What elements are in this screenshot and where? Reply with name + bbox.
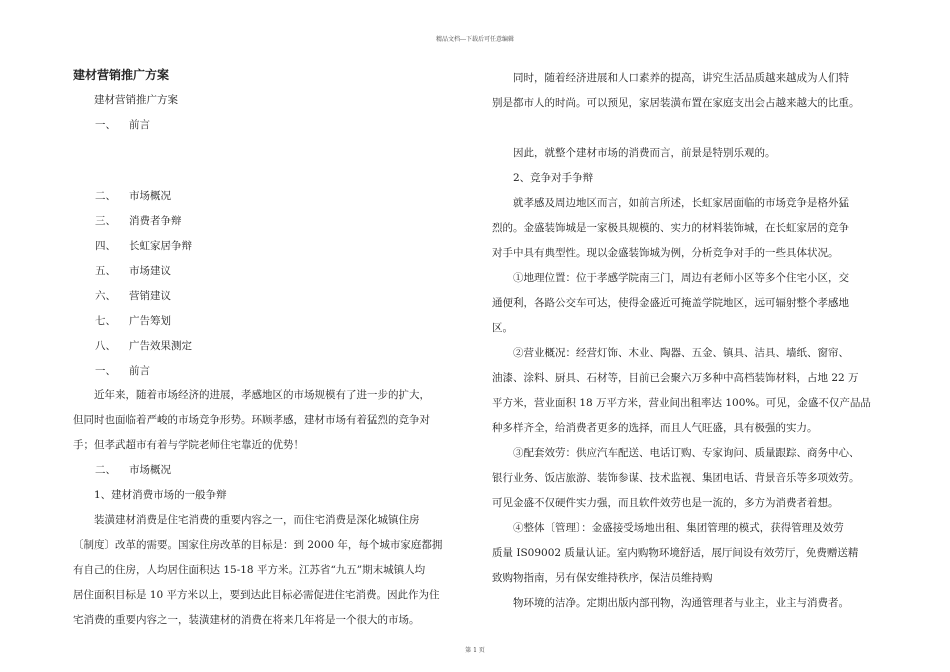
right-column (492, 66, 880, 616)
paragraph-line: 质量 IS09002 质量认证。室内购物环境舒适，展厅间设有效劳厅，免费赠送精 (492, 547, 859, 559)
paragraph-line: ④整体〔管理〕：金盛接受场地出租、集团管理的模式，获得管理及效劳 (513, 522, 844, 534)
section-number: 二、 (95, 464, 116, 476)
paragraph-line: 宅消费的重要内容之一，装潢建材的消费在将来几年将是一个很大的市场。 (73, 614, 420, 626)
toc-number: 八、 (95, 340, 116, 352)
section-label: 市场概况 (129, 464, 171, 476)
paragraph-line: 烈的。金盛装饰城是一家极具规模的、实力的材料装饰城，在长虹家居的竞争 (492, 222, 849, 234)
paragraph-line: 可见金盛不仅硬件实力强，而且软件效劳也是一流的，多方为消费者着想。 (492, 497, 839, 509)
page-footer: 第 1 页 (465, 647, 485, 654)
subsection-heading: 1、建材消费市场的一般争辩 (94, 489, 227, 501)
toc-item (73, 334, 468, 359)
paragraph-line: ②营业概况：经营灯饰、木业、陶器、五金、镇具、洁具、墙纸、窗帘、 (513, 347, 849, 359)
blank-gap (73, 138, 468, 184)
toc-label: 消费者争辩 (129, 215, 182, 227)
toc-item (73, 234, 468, 259)
blank-gap (492, 116, 880, 141)
paragraph-line: 银行业务、饭店旅游、装饰参谋、技术监视、集团电话、背景音乐等多项效劳。 (492, 472, 860, 484)
paragraph-line: 〔制度〕改革的需要。国家住房改革的目标是：到 2000 年，每个城市家庭都拥 (73, 539, 443, 551)
toc-label: 广告效果测定 (129, 340, 192, 352)
left-column (73, 66, 468, 633)
toc-label: 营销建议 (129, 290, 171, 302)
toc-number: 七、 (95, 315, 116, 327)
paragraph-line: 但同时也面临着严峻的市场竞争形势。环顾孝感，建材市场有着猛烈的竞争对 (73, 414, 430, 426)
page-header: 精品文档---下载后可任意编辑 (435, 36, 515, 43)
toc-item (73, 284, 468, 309)
paragraph-line: 物环境的洁净。定期出版内部刊物，沟通管理者与业主，业主与消费者。 (513, 597, 849, 609)
paragraph-line: 别是都市人的时尚。可以预见，家居装潢布置在家庭支出会占越来越大的比重。 (492, 97, 860, 109)
paragraph-line: 居住面积目标是 10 平方米以上，要到达此目标必需促进住宅消费。因此作为住 (73, 589, 440, 601)
toc-item (73, 259, 468, 284)
paragraph-line: 种多样齐全，给消费者更多的选择，而且人气旺盛，具有极强的实力。 (492, 422, 818, 434)
toc-label: 市场建议 (129, 265, 171, 277)
paragraph-line: 装潢建材消费是住宅消费的重要内容之一，而住宅消费是深化城镇住房 (94, 514, 420, 526)
paragraph-line: ③配套效劳：供应汽车配送、电话订购、专家询问、质量跟踪、商务中心、 (513, 447, 860, 459)
toc-number: 四、 (95, 240, 116, 252)
toc-label: 前言 (129, 119, 150, 131)
subtitle: 建材营销推广方案 (94, 94, 178, 106)
paragraph-line: 同时，随着经济进展和人口素养的提高，讲究生活品质越来越成为人们特 (513, 72, 849, 84)
toc-number: 五、 (95, 265, 116, 277)
paragraph-line: ①地理位置：位于孝感学院南三门，周边有老师小区等多个住宅小区，交 (513, 272, 849, 284)
section-number: 一、 (95, 365, 116, 377)
paragraph-line: 就孝感及周边地区而言，如前言所述，长虹家居面临的市场竞争是格外猛 (513, 197, 849, 209)
paragraph-line: 对手中具有典型性。现以金盛装饰城为例，分析竞争对手的一些具体状况。 (492, 247, 839, 259)
paragraph-line: 平方米，营业面积 18 万平方米，营业间出租率达 100%。可见，金盛不仅产品品 (492, 397, 871, 409)
toc-number: 三、 (95, 215, 116, 227)
toc-label: 市场概况 (129, 190, 171, 202)
paragraph-line: 致购物指南，另有保安维持秩序，保洁员维持购 (492, 572, 713, 584)
section-label: 前言 (129, 365, 150, 377)
toc-item (73, 209, 468, 234)
paragraph-line: 通便利，各路公交车可达，使得金盛近可掩盖学院地区，远可辐射整个孝感地 (492, 297, 849, 309)
toc-number: 六、 (95, 290, 116, 302)
toc-item (73, 113, 468, 138)
paragraph-line: 有自己的住房，人均居住面积达 15-18 平方米。江苏省“九五”期末城镇人均 (73, 564, 426, 576)
section-heading (73, 359, 468, 383)
section-heading (73, 458, 468, 483)
paragraph-line: 油漆、涂料、厨具、石材等，目前已会聚六万多种中高档装饰材料，占地 22 万 (492, 372, 859, 384)
paragraph-line: 区。 (492, 322, 513, 334)
toc-item (73, 184, 468, 209)
toc-number: 二、 (95, 190, 116, 202)
toc-item (73, 309, 468, 334)
toc-label: 广告筹划 (129, 315, 171, 327)
paragraph-line: 近年来，随着市场经济的进展，孝感地区的市场规模有了进一步的扩大， (94, 389, 430, 401)
toc-number: 一、 (95, 119, 116, 131)
paragraph-line: 因此，就整个建材市场的消费而言，前景是特别乐观的。 (513, 147, 776, 159)
subsection-heading: 2、竞争对手争辩 (513, 172, 594, 184)
toc-label: 长虹家居争辩 (129, 240, 192, 252)
document-title: 建材营销推广方案 (73, 68, 170, 82)
paragraph-line: 手；但孝武超市有着与学院老师住宅靠近的优势！ (73, 439, 304, 451)
